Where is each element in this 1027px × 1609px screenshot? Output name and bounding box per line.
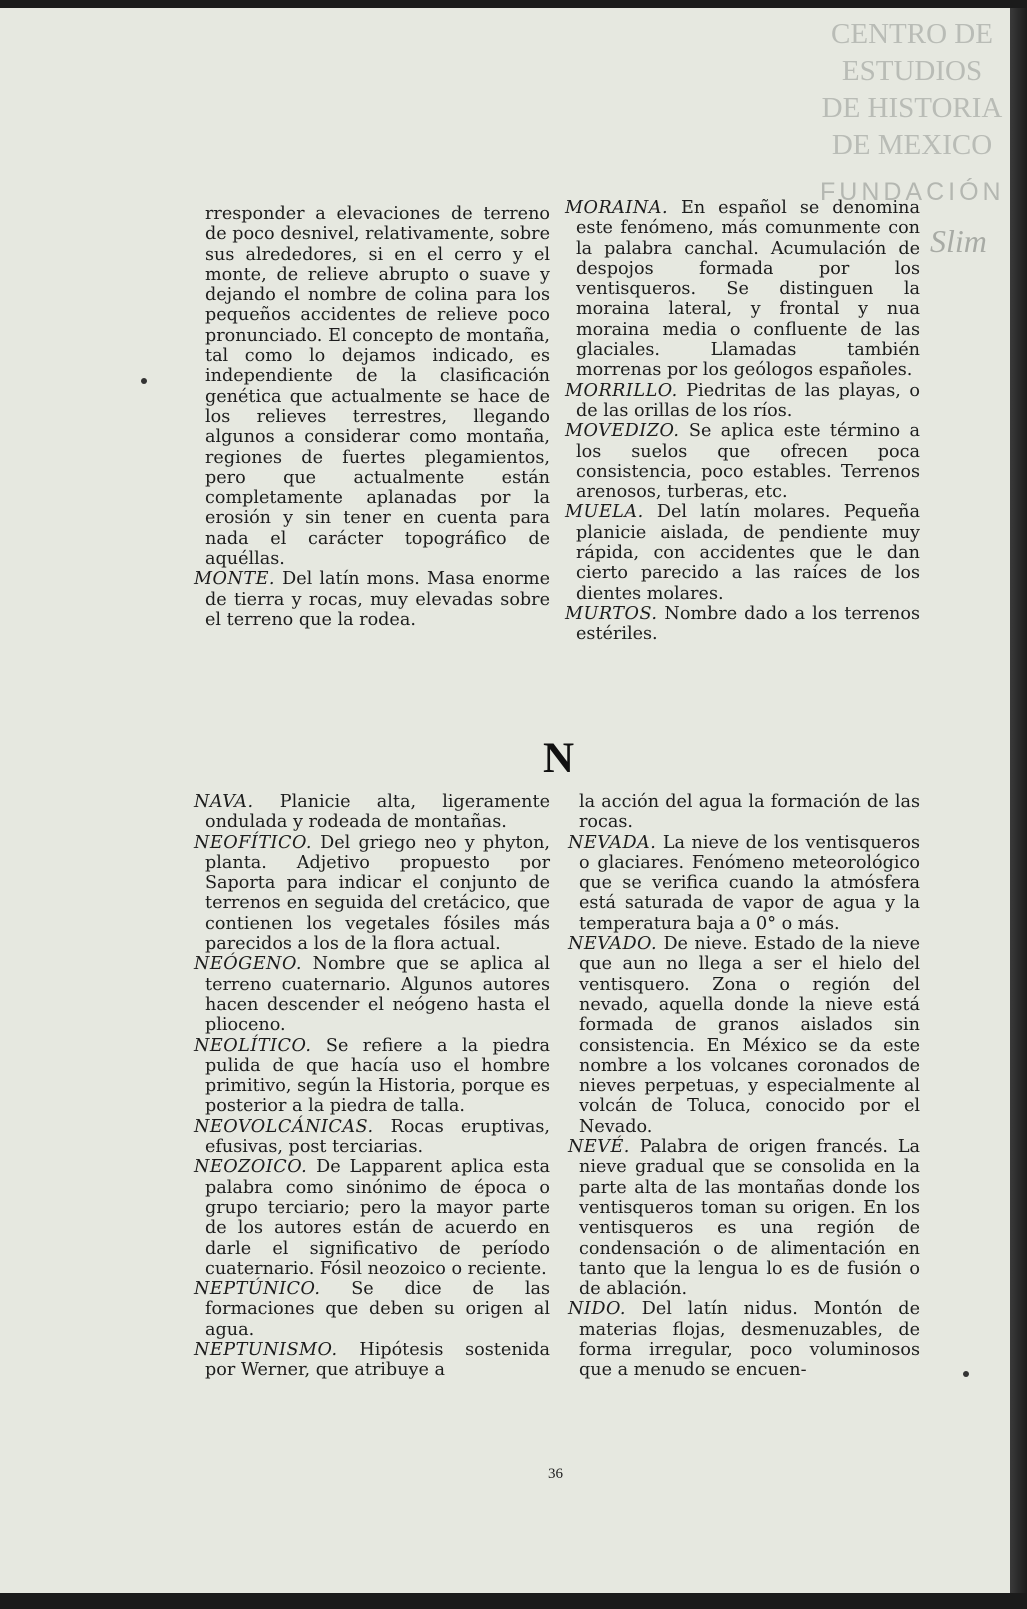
watermark-signature: Slim	[930, 223, 987, 259]
watermark-stamp	[812, 16, 1010, 164]
entry-term: NEPTÚNICO.	[194, 1279, 321, 1300]
dictionary-entry	[568, 1299, 920, 1380]
entry-term: NEPTUNISMO.	[194, 1340, 338, 1361]
dictionary-entry	[565, 502, 920, 603]
entry-term: NEVADO.	[568, 934, 658, 955]
dictionary-entry	[194, 1157, 550, 1279]
entry-term: MORRILLO.	[565, 380, 678, 401]
dictionary-entry	[565, 604, 920, 645]
dictionary-entry	[568, 934, 920, 1137]
watermark-line: DE HISTORIA	[821, 92, 1003, 124]
entry-definition: Hipótesis sostenida por Werner, que atribuye a	[205, 1340, 550, 1381]
entry-term: NEOFÍTICO.	[194, 832, 312, 853]
entry-definition: Del griego neo y phyton, planta. Adjetivo propuesto por Saporta para indicar el conjunto de terrenos en seguida del cretácico, que contienen los vegetales fósiles más parecidos a los de la flora actual.	[205, 832, 550, 955]
entry-term: NEOLÍTICO.	[194, 1035, 312, 1056]
entry-definition: la acción del agua la formación de las rocas.	[579, 792, 920, 833]
entry-definition: Del latín nidus. Montón de materias flojas, desmenuzables, de forma irregular, poco voluminosos que a menudo se encuen-	[579, 1299, 920, 1381]
document-page	[0, 8, 1010, 1593]
entry-definition: Se dice de las formaciones que deben su origen al agua.	[205, 1279, 550, 1340]
dictionary-entry	[568, 833, 920, 934]
speck-mark	[963, 1371, 969, 1377]
entry-definition: De nieve. Estado de la nieve que aun no llega a ser el hielo del ventisquero. Zona o región del nevado, aquella donde la nieve está formada de granos aislados sin consistencia. En México se da este nombre a los volcanes coronados de nieves perpetuas, y especialmente al volcán de Toluca, conocido por el Nevado.	[579, 934, 921, 1137]
entry-definition: Se refiere a la piedra pulida de que hacía uso el hombre primitivo, según la Historia, porque es posterior a la piedra de talla.	[205, 1035, 550, 1117]
watermark-line: CENTRO DE	[831, 18, 993, 50]
dictionary-entry	[194, 1036, 550, 1117]
page-edge	[1010, 8, 1027, 1593]
entry-term: MOVEDIZO.	[565, 421, 680, 442]
entry-term: NAVA.	[194, 792, 254, 812]
column-bottom-left	[194, 792, 550, 1381]
entry-definition: Nombre que se aplica al terreno cuaternario. Algunos autores hacen descender el neógeno hasta el plioceno.	[205, 954, 551, 1036]
entry-definition: La nieve de los ventisqueros o glaciares. Fenómeno meteorológico que se verifica cuando la atmósfera está saturada de vapor de agua y la temperatura baja a 0° o más.	[579, 832, 921, 934]
dictionary-entry	[194, 954, 550, 1035]
dictionary-entry	[194, 204, 550, 569]
watermark-foundation: FUNDACIÓN	[820, 178, 1005, 206]
dictionary-entry	[194, 833, 550, 955]
section-letter: N	[543, 735, 575, 782]
entry-term: MORAINA.	[565, 198, 669, 218]
entry-definition: Palabra de origen francés. La nieve gradual que se consolida en la parte alta de las montañas donde los ventisqueros toman su origen. En los ventisqueros es una región de condensación o de alimentación en tanto que la lengua lo es de fusión o de ablación.	[579, 1137, 921, 1300]
column-top-left	[194, 204, 550, 630]
entry-term: NEOZOICO.	[194, 1157, 308, 1178]
entry-definition: En español se denomina este fenómeno, más comunmente con la palabra canchal. Acumulación de despojos formada por los ventisqueros. Se distinguen la moraina lateral, y frontal y nua moraina media o confluente de las glaciales. Llamadas también morrenas por los geólogos españoles.	[576, 198, 920, 381]
entry-definition: Rocas eruptivas, efusivas, post terciarias.	[205, 1116, 550, 1158]
entry-term: NIDO.	[568, 1299, 626, 1320]
dictionary-entry	[194, 1117, 550, 1158]
entry-definition: Del latín molares. Pequeña planicie aislada, de pendiente muy rápida, con accidentes que le dan cierto parecido a las raíces de los dientes molares.	[576, 502, 921, 604]
entry-definition: Se aplica este término a los suelos que ofrecen poca consistencia, poco estables. Terrenos arenosos, turberas, etc.	[576, 421, 920, 503]
dictionary-entry	[194, 1340, 550, 1381]
dictionary-entry	[194, 1279, 550, 1340]
dictionary-entry	[565, 198, 920, 381]
dictionary-entry	[565, 381, 920, 422]
watermark-line: ESTUDIOS	[841, 55, 983, 87]
dictionary-entry	[568, 792, 920, 833]
entry-term: MONTE.	[194, 569, 276, 590]
entry-definition: Piedritas de las playas, o de las orillas de los ríos.	[576, 380, 920, 421]
entry-definition: Planicie alta, ligeramente ondulada y rodeada de montañas.	[205, 792, 550, 833]
dictionary-entry	[565, 421, 920, 502]
entry-term: MUELA.	[565, 502, 644, 523]
dictionary-entry	[194, 569, 550, 630]
entry-definition: Del latín mons. Masa enorme de tierra y rocas, muy elevadas sobre el terreno que la rodea.	[205, 569, 551, 630]
dictionary-entry	[194, 792, 550, 833]
column-bottom-right	[568, 792, 920, 1381]
dictionary-entry	[568, 1137, 920, 1299]
entry-definition: Nombre dado a los terrenos estériles.	[576, 603, 920, 645]
entry-term: NEVÉ.	[568, 1137, 630, 1158]
entry-definition: rresponder a elevaciones de terreno de poco desnivel, relativamente, sobre sus alrededores, si en el cerro y el monte, de relieve abrupto o suave y dejando el nombre de colina para los pequeños accidentes de relieve poco pronunciado. El concepto de montaña, tal como lo dejamos indicado, es independiente de la clasificación genética que actualmente se hace de los relieves terrestres, llegando algunos a considerar como montaña, regiones de fuertes plegamientos, pero que actualmente están completamente aplanadas por la erosión y sin tener en cuenta para nada el carácter topográfico de aquéllas.	[205, 204, 550, 570]
entry-term: NEOVOLCÁNICAS.	[194, 1116, 374, 1137]
column-top-right	[565, 198, 920, 645]
page-number: 36	[548, 1466, 563, 1482]
entry-definition: De Lapparent aplica esta palabra como sinónimo de época o grupo terciario; pero la mayor parte de los autores están de acuerdo en darle el significativo de período cuaternario. Fósil neozoico o reciente.	[205, 1157, 550, 1279]
watermark-line: DE MEXICO	[831, 129, 993, 161]
speck-mark	[141, 378, 147, 384]
entry-term: NEÓGENO.	[194, 954, 302, 975]
entry-term: MURTOS.	[565, 603, 658, 624]
entry-term: NEVADA.	[568, 832, 657, 853]
